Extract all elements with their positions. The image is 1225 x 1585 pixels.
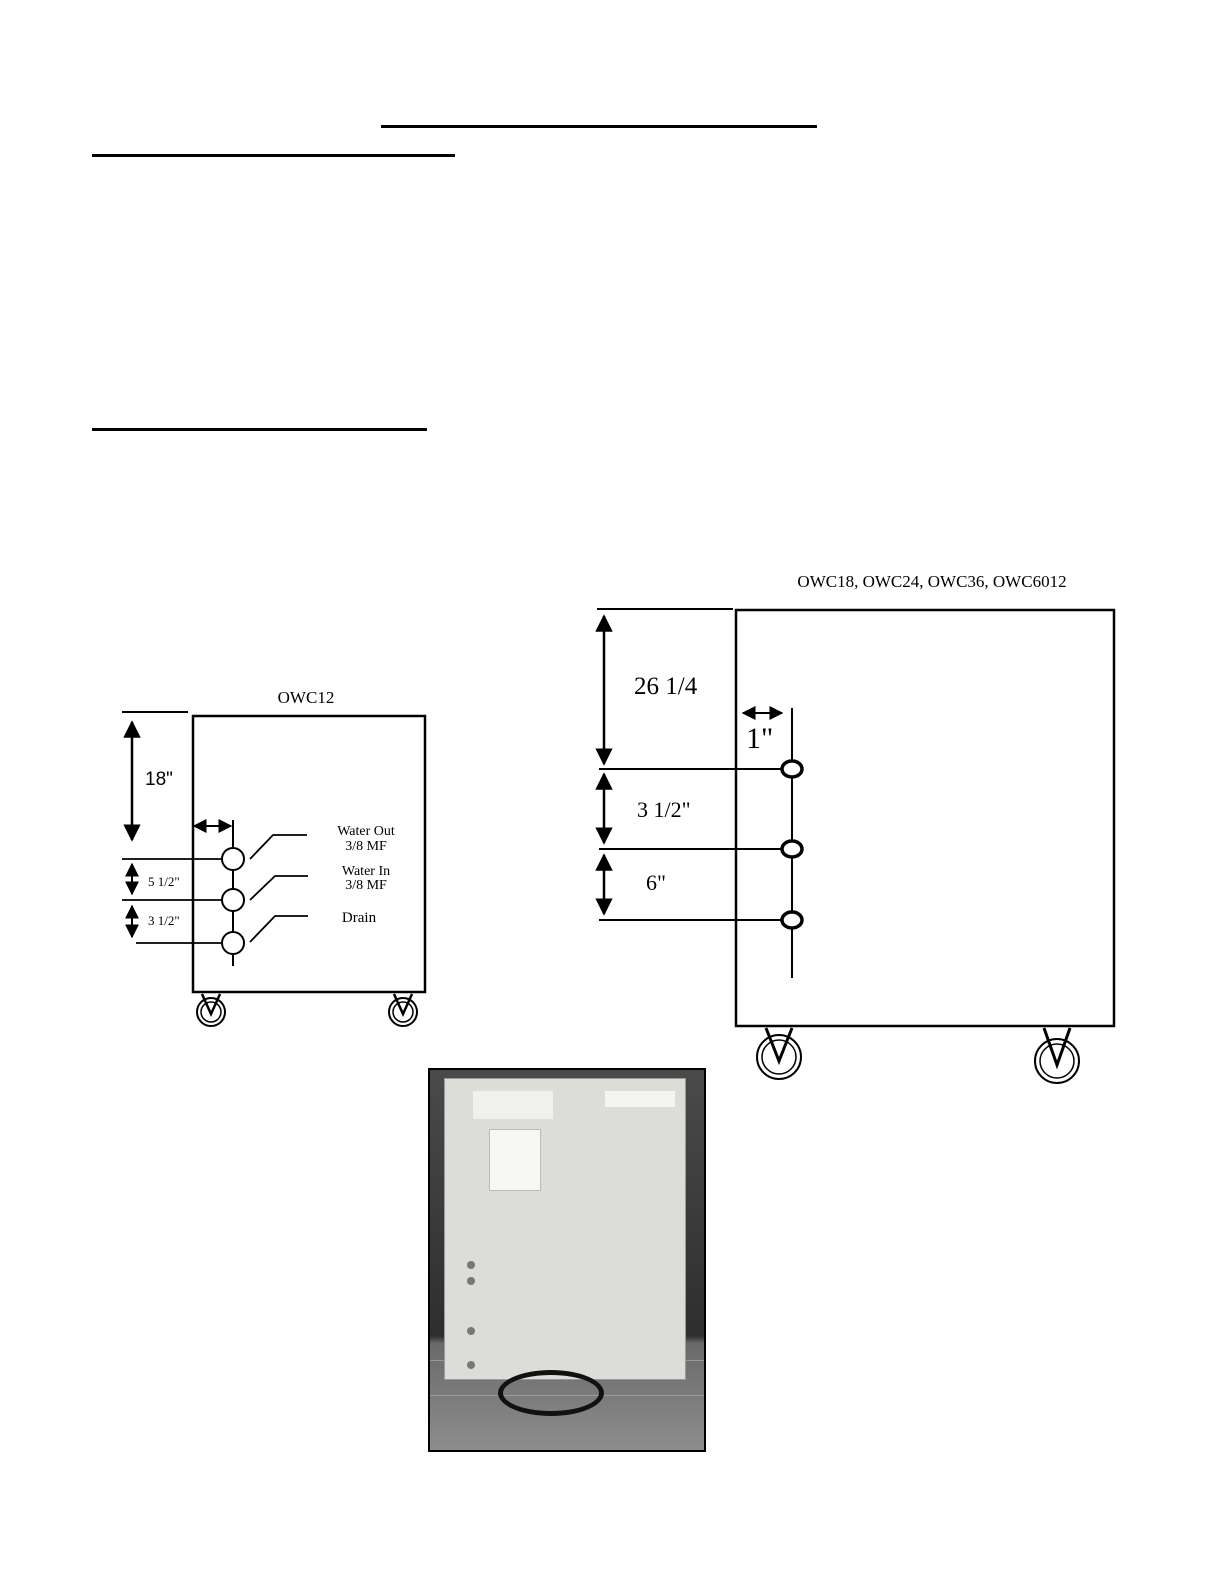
- owc-large-dim-6: 6": [646, 870, 666, 895]
- owc12-drain-port: [222, 932, 244, 954]
- owc-large-title: OWC18, OWC24, OWC36, OWC6012: [797, 572, 1067, 591]
- owc12-water-out-size: 3/8 MF: [345, 839, 387, 854]
- owc12-water-in-port: [222, 889, 244, 911]
- owc-large-diagram: [597, 572, 1114, 1083]
- unit-rear-photo: [428, 1068, 706, 1452]
- owc12-drain-label: Drain: [341, 910, 377, 926]
- photo-fitting-3: [467, 1327, 475, 1335]
- photo-wiring-sticker: [489, 1129, 541, 1191]
- photo-fitting-2: [467, 1277, 475, 1285]
- owc12-dim-3half: 3 1/2": [148, 913, 180, 928]
- photo-fitting-4: [467, 1361, 475, 1369]
- photo-power-cord: [498, 1370, 604, 1416]
- owc-large-dim-offset: 1": [746, 722, 774, 755]
- photo-unit-panel: [444, 1078, 686, 1380]
- owc12-caster-right: [389, 994, 417, 1026]
- owc12-dim-18: 18": [145, 769, 173, 790]
- owc12-water-out-port: [222, 848, 244, 870]
- owc-large-caster-left: [757, 1028, 801, 1079]
- owc12-water-in-size: 3/8 MF: [345, 878, 387, 893]
- photo-fitting-1: [467, 1261, 475, 1269]
- owc12-water-in-label: Water In: [341, 864, 391, 879]
- owc-large-port-bottom: [782, 912, 802, 928]
- photo-caution-sticker: [605, 1091, 675, 1107]
- owc12-dim-5half: 5 1/2": [148, 874, 180, 889]
- photo-label-sticker: [473, 1091, 553, 1119]
- owc-large-dim-3half: 3 1/2": [637, 797, 691, 822]
- owc12-diagram: [122, 688, 425, 1026]
- owc12-water-out-label: Water Out: [337, 824, 395, 839]
- owc-large-port-middle: [782, 841, 802, 857]
- owc12-caster-left: [197, 994, 225, 1026]
- owc12-title: OWC12: [277, 688, 335, 707]
- owc-large-dim-26: 26 1/4: [634, 673, 698, 700]
- owc-large-port-top: [782, 761, 802, 777]
- owc-large-caster-right: [1035, 1028, 1079, 1083]
